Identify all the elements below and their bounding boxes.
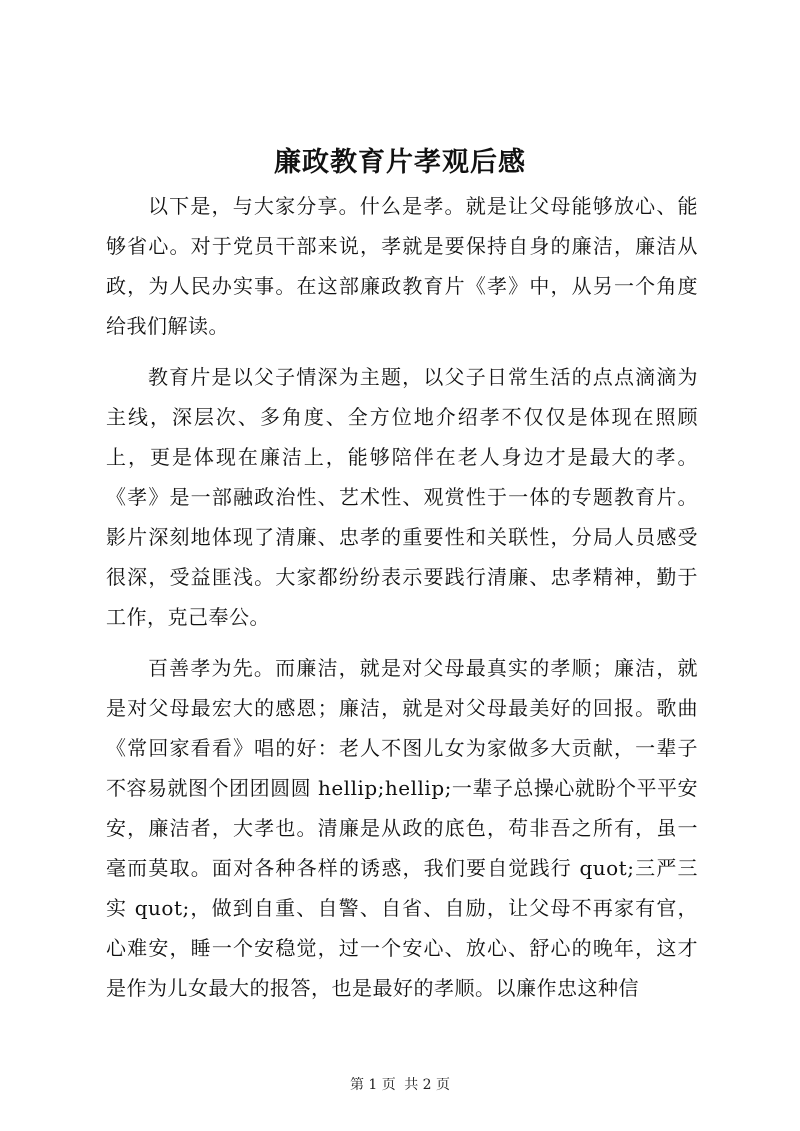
page-total: 共 2 页 xyxy=(404,1077,451,1093)
document-title: 廉政教育片孝观后感 xyxy=(274,147,526,178)
paragraph-3: 百善孝为先。而廉洁，就是对父母最真实的孝顺；廉洁，就是对父母最宏大的感恩；廉洁，就是对父母最美好的回报。歌曲《常回家看看》唱的好：老人不图儿女为家做多大贡献，一辈子不容易就图个团团圆圆 hellip;hellip;一辈子总操心就盼个平平安安，廉洁者，大孝也。清廉是从政的底色，苟非吾之所有，虽一毫而莫取。面对各种各样的诱惑，我们要自觉践行 quot;三严三实 quot;，做到自重、自警、自省、自励，让父母不再家有官，心难安，睡一个安稳觉，过一个安心、放心、舒心的晚年，这才是作为儿女最大的报答，也是最好的孝顺。以廉作忠这种信 xyxy=(106,656,698,1000)
paragraph-1: 以下是，与大家分享。什么是孝。就是让父母能够放心、能够省心。对于党员干部来说，孝就是要保持自身的廉洁，廉洁从政，为人民办实事。在这部廉政教育片《孝》中，从另一个角度给我们解读。 xyxy=(106,194,698,338)
document-body xyxy=(106,186,698,1019)
page-footer xyxy=(0,1074,800,1094)
page-number: 第 1 页 xyxy=(349,1077,396,1093)
paragraph-2: 教育片是以父子情深为主题，以父子日常生活的点点滴滴为主线，深层次、多角度、全方位地介绍孝不仅仅是体现在照顾上，更是体现在廉洁上，能够陪伴在老人身边才是最大的孝。《孝》是一部融政治性、艺术性、观赏性于一体的专题教育片。影片深刻地体现了清廉、忠孝的重要性和关联性，分局人员感受很深，受益匪浅。大家都纷纷表示要践行清廉、忠孝精神，勤于工作，克己奉公。 xyxy=(106,365,698,629)
